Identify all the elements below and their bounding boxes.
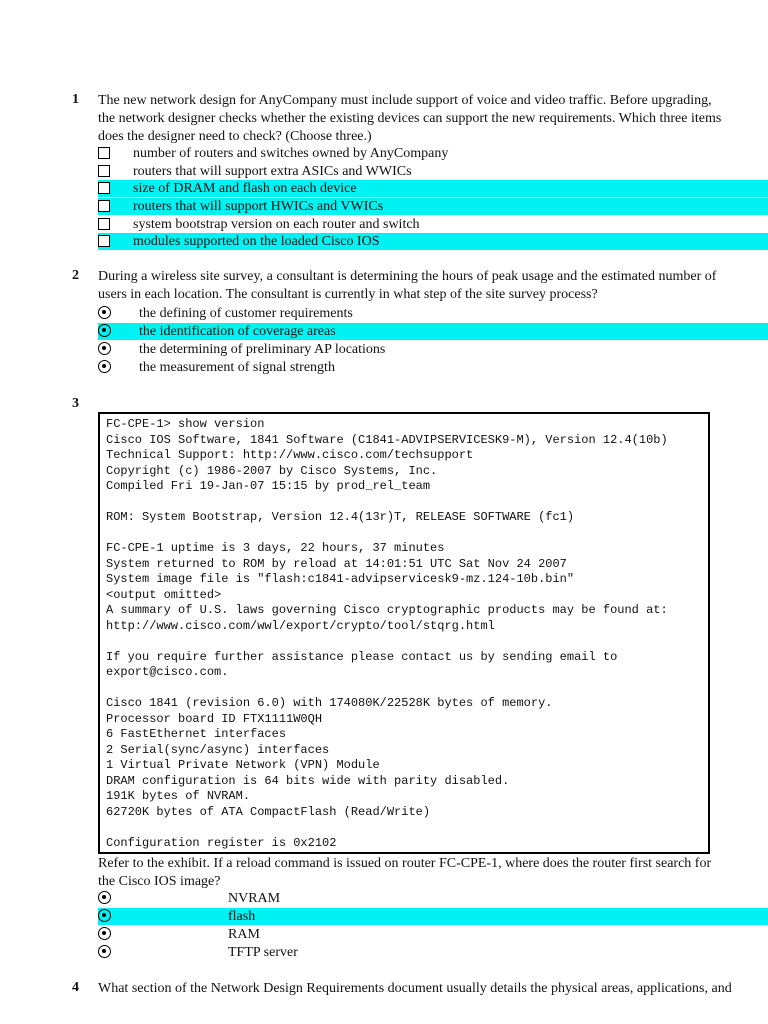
exhibit-line: Processor board ID FTX1111W0QH bbox=[106, 711, 323, 726]
question-text-line: What section of the Network Design Requirements document usually details the physical areas, applications, and bbox=[98, 981, 732, 996]
option-label: NVRAM bbox=[228, 891, 281, 906]
exhibit-line: Cisco 1841 (revision 6.0) with 174080K/22528K bytes of memory. bbox=[106, 696, 553, 710]
option-label: the defining of customer requirements bbox=[139, 306, 353, 321]
checkbox[interactable] bbox=[98, 165, 110, 177]
question-number: 2 bbox=[72, 268, 79, 283]
question-3-body bbox=[72, 855, 768, 965]
question-text bbox=[98, 268, 768, 304]
question-text bbox=[98, 980, 768, 998]
exhibit-line: 62720K bytes of ATA CompactFlash (Read/Write) bbox=[106, 804, 431, 819]
option-label: the measurement of signal strength bbox=[139, 360, 335, 375]
checkbox[interactable] bbox=[98, 147, 110, 159]
exhibit-line: Cisco IOS Software, 1841 Software (C1841-ADVIPSERVICESK9-M), Version 12.4(10b) bbox=[106, 432, 668, 447]
radio-button[interactable] bbox=[98, 342, 111, 355]
question-text-line: the Cisco IOS image? bbox=[98, 874, 221, 889]
answer-option-5[interactable] bbox=[98, 216, 768, 233]
option-label: TFTP server bbox=[228, 945, 298, 960]
exhibit-line: export@cisco.com. bbox=[106, 665, 229, 679]
exhibit-line: ROM: System Bootstrap, Version 12.4(13r)T, RELEASE SOFTWARE (fc1) bbox=[106, 510, 575, 524]
exhibit-line: 1 Virtual Private Network (VPN) Module bbox=[106, 758, 380, 772]
question-text bbox=[98, 92, 768, 146]
exhibit-line: Configuration register is 0x2102 bbox=[106, 835, 337, 850]
answer-option-4[interactable] bbox=[98, 198, 768, 215]
answer-option-6[interactable] bbox=[98, 233, 768, 250]
answer-option-2[interactable] bbox=[98, 908, 768, 925]
option-label: number of routers and switches owned by AnyCompany bbox=[133, 146, 449, 161]
exhibit-line: http://www.cisco.com/wwl/export/crypto/tool/stqrg.html bbox=[106, 618, 495, 633]
checkbox[interactable] bbox=[98, 218, 110, 230]
exhibit-line: <output omitted> bbox=[106, 587, 222, 602]
answer-option-2[interactable] bbox=[98, 163, 768, 180]
exhibit-line: FC-CPE-1 uptime is 3 days, 22 hours, 37 minutes bbox=[106, 541, 445, 555]
answer-option-1[interactable] bbox=[98, 305, 768, 322]
question-text-line: does the designer need to check? (Choose three.) bbox=[98, 129, 372, 144]
radio-button[interactable] bbox=[98, 891, 111, 904]
question-1 bbox=[72, 92, 768, 252]
option-label: routers that will support HWICs and VWICs bbox=[133, 199, 384, 214]
option-label: RAM bbox=[228, 927, 260, 942]
exhibit-line: DRAM configuration is 64 bits wide with parity disabled. bbox=[106, 773, 510, 788]
question-number: 4 bbox=[72, 980, 79, 995]
option-label: the determining of preliminary AP locations bbox=[139, 342, 386, 357]
exhibit-line: Copyright (c) 1986-2007 by Cisco Systems, Inc. bbox=[106, 463, 438, 478]
answer-option-4[interactable] bbox=[98, 359, 768, 376]
answer-option-4[interactable] bbox=[98, 944, 768, 961]
answer-option-3[interactable] bbox=[98, 341, 768, 358]
radio-button[interactable] bbox=[98, 909, 111, 922]
question-4 bbox=[72, 980, 768, 1000]
radio-button[interactable] bbox=[98, 927, 111, 940]
exhibit-line: System image file is "flash:c1841-advipservicesk9-mz.124-10b.bin" bbox=[106, 572, 575, 586]
radio-button[interactable] bbox=[98, 945, 111, 958]
exhibit-terminal-output bbox=[98, 412, 710, 854]
question-text-line: The new network design for AnyCompany must include support of voice and video traffic. Before upgrading, bbox=[98, 93, 712, 108]
option-label: size of DRAM and flash on each device bbox=[133, 181, 357, 196]
question-number: 1 bbox=[72, 92, 79, 107]
question-text bbox=[98, 855, 768, 891]
option-label: modules supported on the loaded Cisco IOS bbox=[133, 234, 380, 249]
answer-option-1[interactable] bbox=[98, 145, 768, 162]
radio-button[interactable] bbox=[98, 324, 111, 337]
answer-option-1[interactable] bbox=[98, 890, 768, 907]
exhibit-line: If you require further assistance please contact us by sending email to bbox=[106, 649, 618, 664]
option-label: routers that will support extra ASICs and WWICs bbox=[133, 164, 412, 179]
exhibit-line: 6 FastEthernet interfaces bbox=[106, 727, 287, 741]
option-label: the identification of coverage areas bbox=[139, 324, 336, 339]
question-text-line: Refer to the exhibit. If a reload command is issued on router FC-CPE-1, where does the router first search for bbox=[98, 856, 712, 871]
checkbox[interactable] bbox=[98, 235, 110, 247]
answer-option-3[interactable] bbox=[98, 926, 768, 943]
exhibit-line: Compiled Fri 19-Jan-07 15:15 by prod_rel_team bbox=[106, 479, 431, 493]
question-number: 3 bbox=[72, 396, 79, 411]
exhibit-line: 191K bytes of NVRAM. bbox=[106, 789, 251, 803]
exhibit-line: FC-CPE-1> show version bbox=[106, 417, 265, 431]
question-text-line: users in each location. The consultant is currently in what step of the site survey process? bbox=[98, 287, 598, 302]
checkbox[interactable] bbox=[98, 182, 110, 194]
exhibit-line: A summary of U.S. laws governing Cisco cryptographic products may be found at: bbox=[106, 603, 668, 617]
exhibit-line: System returned to ROM by reload at 14:01:51 UTC Sat Nov 24 2007 bbox=[106, 556, 567, 571]
question-text-line: During a wireless site survey, a consultant is determining the hours of peak usage and the estimated number of bbox=[98, 269, 717, 284]
radio-button[interactable] bbox=[98, 360, 111, 373]
answer-option-3[interactable] bbox=[98, 180, 768, 197]
option-label: system bootstrap version on each router and switch bbox=[133, 217, 420, 232]
option-label: flash bbox=[228, 909, 256, 924]
checkbox[interactable] bbox=[98, 200, 110, 212]
radio-button[interactable] bbox=[98, 306, 111, 319]
exhibit-line: 2 Serial(sync/async) interfaces bbox=[106, 742, 330, 757]
question-text-line: the network designer checks whether the existing devices can support the new requirements. Which three items bbox=[98, 111, 722, 126]
answer-option-2[interactable] bbox=[98, 323, 768, 340]
question-2 bbox=[72, 268, 768, 380]
exhibit-line: Technical Support: http://www.cisco.com/techsupport bbox=[106, 448, 474, 462]
